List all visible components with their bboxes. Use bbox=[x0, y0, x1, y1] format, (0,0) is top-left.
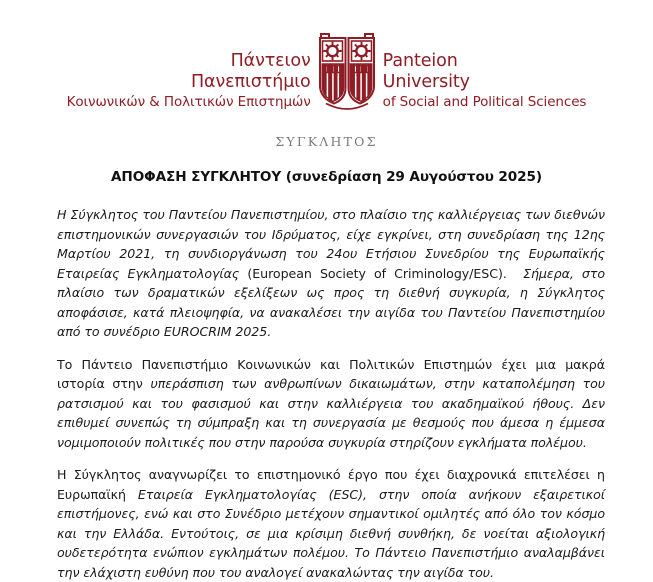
logo-text-greek bbox=[67, 51, 316, 112]
logo-text-english bbox=[378, 51, 587, 112]
senate-label: ΣΥΓΚΛΗΤΟΣ bbox=[275, 134, 378, 149]
logo-greek-line-3: Κοινωνικών & Πολιτικών Επιστημών bbox=[66, 93, 311, 110]
paragraph-2-lead: Το Πάντειο Πανεπιστήμιο Κοινωνικών και Πολιτικών Επιστημών έχει μια μακρά ιστορία στην bbox=[57, 356, 605, 391]
logo-greek-line-1: Πάντειον bbox=[230, 50, 311, 71]
paragraph-1-segment-3: Σήμερα, στο πλαίσιο των δραματικών εξελίξεων ως προς τη διεθνή συγκυρία, η Σύγκλητος αποφάσισε, κατά πλειοψηφία, να ανακαλέσει την αιγίδα του Παντείου Πανεπιστημίου από το συνέδριο EUROCRIM 2025. bbox=[57, 265, 606, 339]
logo-english-line-3: of Social and Political Sciences bbox=[382, 93, 587, 110]
paragraph-1-segment-1: Η Σύγκλητος του Παντείου Πανεπιστημίου, στο πλαίσιο της καλλιέργειας των διεθνών επιστημονικών συνεργασιών του Ιδρύματος, είχε εγκρίνει, στη συνεδρίαση της 12ης Μαρτίου 2021, τη συνδιοργάνωση του 24ου Ετήσιου Συνεδρίου της Ευρωπαϊκής Εταιρείας Εγκληματολογίας bbox=[57, 207, 605, 281]
page-title: ΑΠΟΦΑΣΗ ΣΥΓΚΛΗΤΟΥ (συνεδρίαση 29 Αυγούστου 2025) bbox=[111, 169, 542, 185]
letterhead bbox=[0, 0, 653, 114]
panteion-shield-crest-icon bbox=[316, 30, 378, 112]
paragraph-3-lead: Η Σύγκλητος αναγνωρίζει το επιστημονικό έργο που έχει διαχρονικά επιτελέσει η Ευρωπαϊκή bbox=[57, 467, 605, 502]
document-body bbox=[0, 205, 653, 582]
paragraph-1 bbox=[57, 205, 605, 342]
paragraph-3-rest: Εταιρεία Εγκληματολογίας (ESC), στην οποία ανήκουν εξαιρετικοί επιστήμονες, ενώ και στο Συνέδριο μετέχουν σημαντικοί ομιλητές από όλο τον κόσμο και την Ελλάδα. Εντούτοις, σε μια κρίσιμη διεθνή συνθήκη, δε νοείται αξιολογική ουδετερότητα ενώπιον εγκλημάτων πολέμου. Το Πάντειο Πανεπιστήμιο αναλαμβάνει την ελάχιστη ευθύνη που του αναλογεί ανακαλώντας την αιγίδα του. bbox=[57, 486, 605, 580]
logo-english-line-2: University bbox=[382, 72, 470, 93]
paragraph-2-rest: υπεράσπιση των ανθρωπίνων δικαιωμάτων, στην καταπολέμηση του ρατσισμού και του φασισμού και στην καλλιέργεια του ακαδημαϊκού ήθους. Δεν επιθυμεί συνεπώς τη σύμπραξη και τη συνεργασία με θεσμούς που άμεσα η έμμεσα νομιμοποιούν πολιτικές που στην παρούσα συγκυρία στηρίζουν εγκλήματα πολέμου. bbox=[57, 376, 605, 450]
logo-greek-line-2: Πανεπιστήμιο bbox=[190, 72, 311, 93]
paragraph-2 bbox=[57, 355, 605, 453]
paragraph-1-latin-term: (European Society of Criminology/ESC). bbox=[247, 265, 507, 281]
logo-english-line-1: Panteion bbox=[382, 50, 458, 71]
paragraph-3 bbox=[57, 465, 605, 582]
